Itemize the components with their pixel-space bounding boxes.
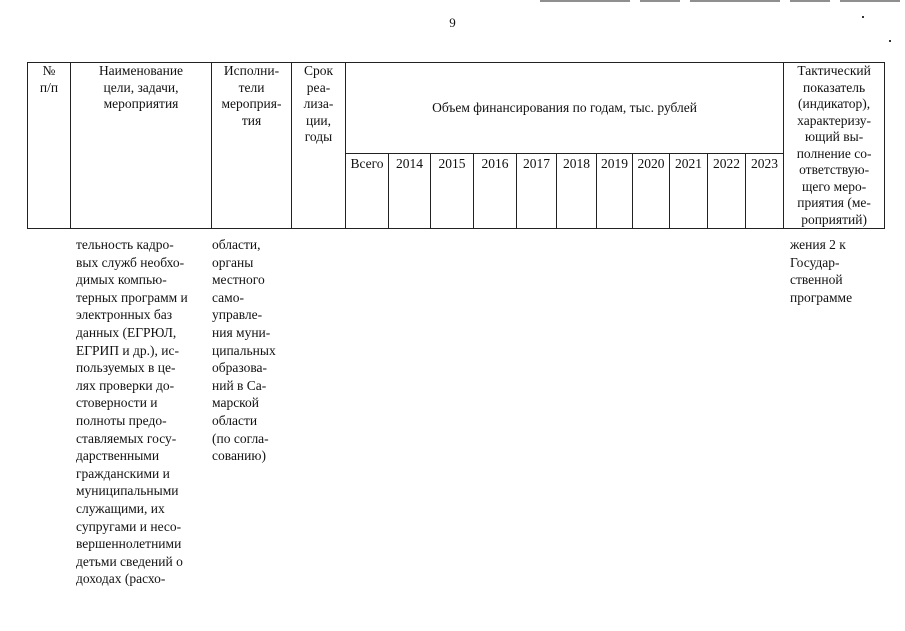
header-year-2019: 2019 (597, 154, 633, 229)
header-year-2021: 2021 (670, 154, 708, 229)
top-scan-rule (540, 0, 900, 2)
header-goal: Наименование цели, задачи, мероприятия (71, 63, 212, 229)
header-year-2015: 2015 (431, 154, 474, 229)
header-indicator: Тактический показатель (индикатор), характеризу- ющий вы- полнение со- ответствую- щего меро- приятия (ме- роприятий) (784, 63, 885, 229)
scan-speck (889, 40, 891, 42)
header-year-2023: 2023 (746, 154, 784, 229)
header-number: № п/п (28, 63, 71, 229)
indicator-continuation-text: жения 2 к Государ- ственной программе (790, 237, 853, 305)
header-year-2014: 2014 (389, 154, 431, 229)
header-funding: Объем финансирования по годам, тыс. рублей (346, 63, 784, 154)
goal-continuation-text: тельность кадро- вых служб необхо- димых компью- терных программ и электронных баз данных (ЕГРЮЛ, ЕГРИП и др.), ис- пользуемых в це- лях проверки до- стоверности и полноты предо- ставляемых госу- дарственными гражданскими и муниципальными служащими, их супругами и несо- вершеннолетними детьми сведений о доходах (расхо- (76, 237, 188, 587)
header-year-2017: 2017 (517, 154, 557, 229)
page-number: 9 (449, 15, 456, 30)
header-year-2022: 2022 (708, 154, 746, 229)
header-period: Срок реа- лиза- ции, годы (292, 63, 346, 229)
financing-table (27, 62, 885, 229)
header-year-2016: 2016 (474, 154, 517, 229)
header-year-2020: 2020 (633, 154, 670, 229)
executors-continuation-text: области, органы местного само- управле- ния муни- ципальных образова- ний в Са- марской области (по согла- сованию) (212, 237, 276, 464)
header-year-2018: 2018 (557, 154, 597, 229)
header-executors: Исполни- тели мероприя- тия (212, 63, 292, 229)
header-year-total: Всего (346, 154, 389, 229)
